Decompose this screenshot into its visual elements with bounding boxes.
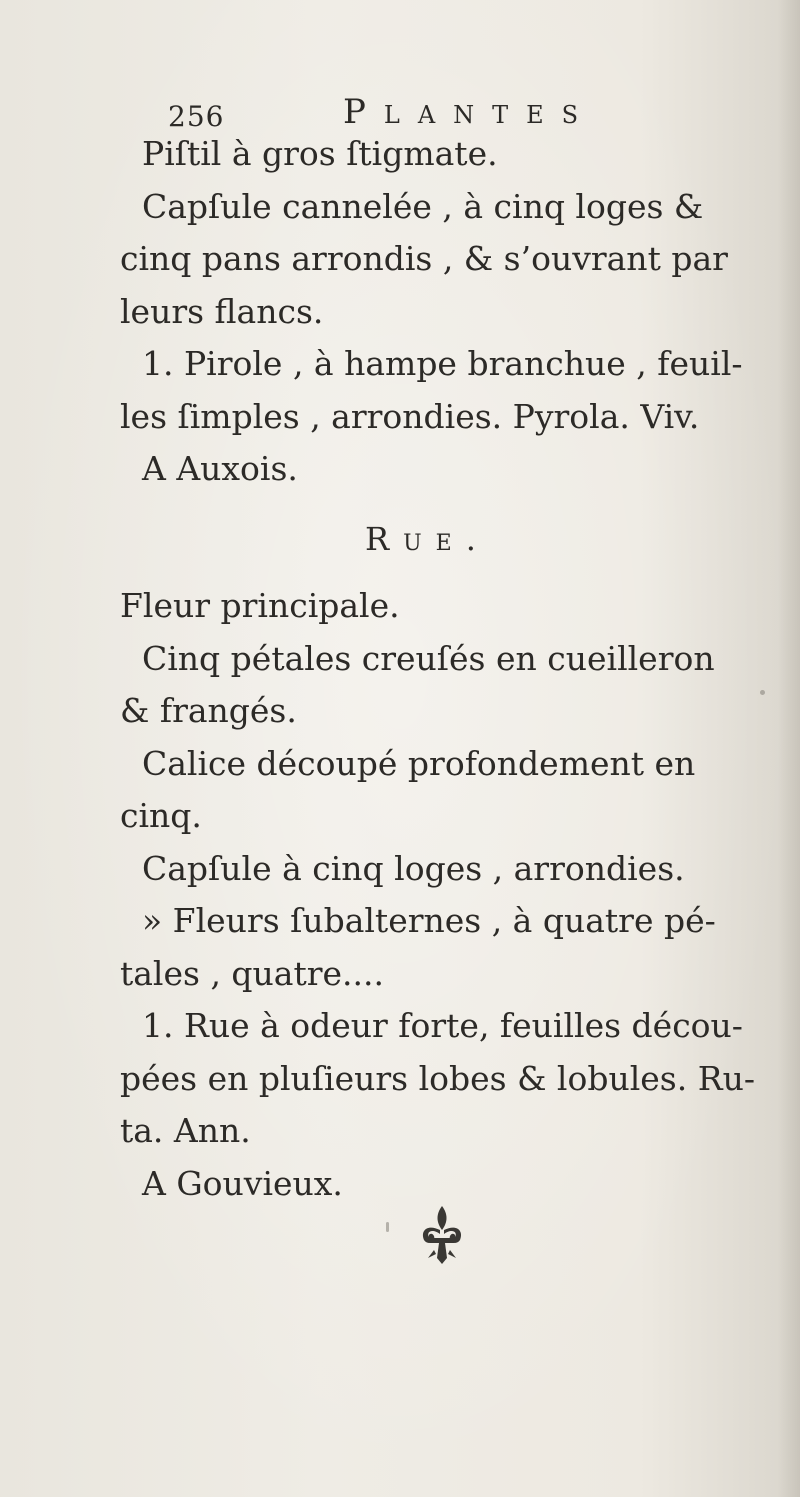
text-line: les ſimples , arrondies. Pyrola. Viv. xyxy=(120,396,700,436)
page-edge-shadow xyxy=(778,0,800,1497)
section-title: Rue. xyxy=(365,520,490,558)
text-line: pées en pluſieurs lobes & lobules. Ru- xyxy=(120,1058,755,1098)
pyrola-description xyxy=(120,128,770,496)
text-line: & frangés. xyxy=(120,691,297,730)
page-number: 256 xyxy=(168,100,225,133)
running-title: Plantes xyxy=(343,92,597,132)
text-line: cinq. xyxy=(120,796,202,835)
text-line: leurs flancs. xyxy=(120,291,324,331)
paper-speck xyxy=(760,690,765,695)
text-line: Capſule à cinq loges , arrondies. xyxy=(142,848,685,888)
text-line: 1. Pirole , à hampe branchue , feuil- xyxy=(142,344,743,383)
paper-speck xyxy=(386,1222,389,1232)
text-line: A Gouvieux. xyxy=(142,1163,343,1203)
text-line: ta. Ann. xyxy=(120,1111,251,1150)
text-line: Fleur principale. xyxy=(120,586,400,625)
text-line: » Fleurs ſubalternes , à quatre pé- xyxy=(142,901,716,940)
text-line: tales , quatre.... xyxy=(120,953,384,993)
text-line: Calice découpé profondement en xyxy=(142,743,696,783)
text-line: Cinq pétales creuſés en cueilleron xyxy=(142,638,715,678)
fleur-de-lis-icon xyxy=(414,1200,470,1270)
text-line: 1. Rue à odeur forte, feuilles décou- xyxy=(142,1006,743,1045)
text-line: A Auxois. xyxy=(142,449,298,488)
text-line: cinq pans arrondis , & s’ouvrant par xyxy=(120,239,728,278)
text-line: Piſtil à gros ſtigmate. xyxy=(142,134,498,173)
ruta-description xyxy=(120,580,770,1210)
text-line: Capſule cannelée , à cinq loges & xyxy=(142,186,704,226)
